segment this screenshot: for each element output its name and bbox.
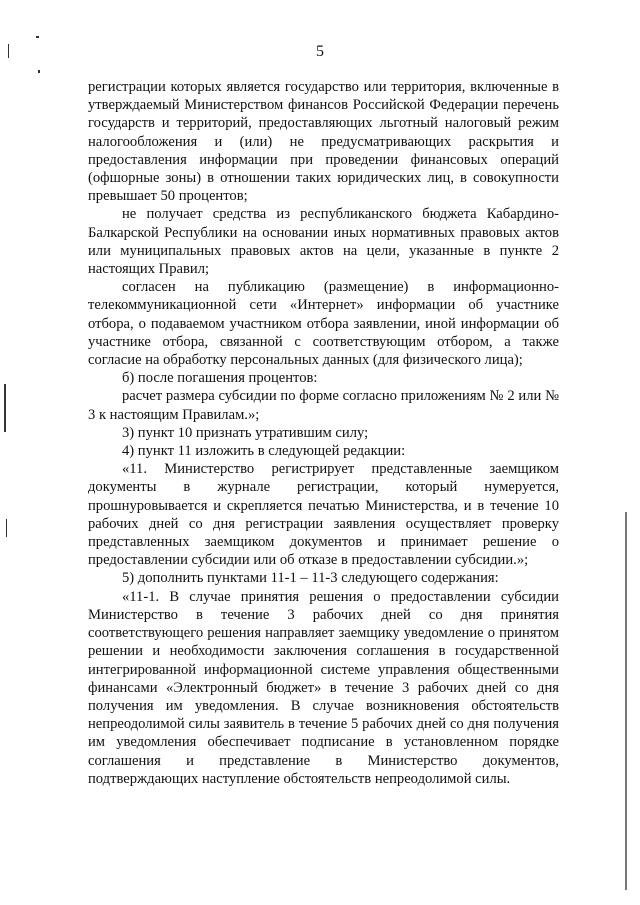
- paragraph: «11. Министерство регистрирует представленные заемщиком документы в журнале регистрации, который нумеруется, прошнуровывается и скрепляется печатью Министерства, и в течение 10 рабочих дней со дня регистрации заявления осуществляет проверку представленных заемщиком документов и принимает решение о предоставлении субсидии или об отказе в предоставлении субсидии.»;: [88, 461, 559, 569]
- document-body: [88, 78, 559, 788]
- paragraph: не получает средства из республиканского бюджета Кабардино-Балкарской Республики на основании иных нормативных правовых актов или муниципальных правовых актов на цели, указанные в пункте 2 настоящих Правил;: [88, 206, 559, 278]
- scan-mark: [625, 512, 627, 890]
- scan-mark: [6, 519, 7, 537]
- paragraph: 4) пункт 11 изложить в следующей редакции:: [122, 443, 406, 460]
- page-number: 5: [316, 43, 324, 60]
- paragraph: регистрации которых является государство или территория, включенные в утверждаемый Министерством финансов Российской Федерации перечень государств и территорий, предоставляющих льготный налоговый режим налогообложения и (или) не предусматривающих раскрытия и предоставления информации при проведении финансовых операций (офшорные зоны) в отношении таких юридических лиц, в совокупности превышает 50 процентов;: [88, 79, 559, 205]
- scan-mark: [36, 36, 39, 38]
- scan-mark: [38, 70, 40, 73]
- paragraph: 5) дополнить пунктами 11-1 – 11-3 следующего содержания:: [122, 570, 499, 587]
- paragraph: согласен на публикацию (размещение) в информационно-телекоммуникационной сети «Интернет» информации об участнике отбора, о подаваемом участником отбора заявлении, иной информации об участнике отбора, связанной с соответствующим отбором, а также согласие на обработку персональных данных (для физического лица);: [88, 279, 559, 369]
- paragraph: 3) пункт 10 признать утратившим силу;: [122, 424, 369, 441]
- scan-mark: [4, 384, 6, 432]
- paragraph: б) после погашения процентов:: [122, 370, 318, 387]
- paragraph: «11-1. В случае принятия решения о предоставлении субсидии Министерство в течение 3 рабочих дней со дня принятия соответствующего решения направляет заемщику уведомление о принятом решении и необходимости заключения соглашения в государственной интегрированной информационной системе управления общественными финансами «Электронный бюджет» в течение 3 рабочих дней со дня получения им уведомления. В случае возникновения обстоятельств непреодолимой силы заявитель в течение 5 рабочих дней со дня получения им уведомления обеспечивает подписание в установленном порядке соглашения и представление в Министерство документов, подтверждающих наступление обстоятельств непреодолимой силы.: [88, 588, 559, 787]
- paragraph: расчет размера субсидии по форме согласно приложениям № 2 или № 3 к настоящим Правилам.»;: [88, 388, 559, 423]
